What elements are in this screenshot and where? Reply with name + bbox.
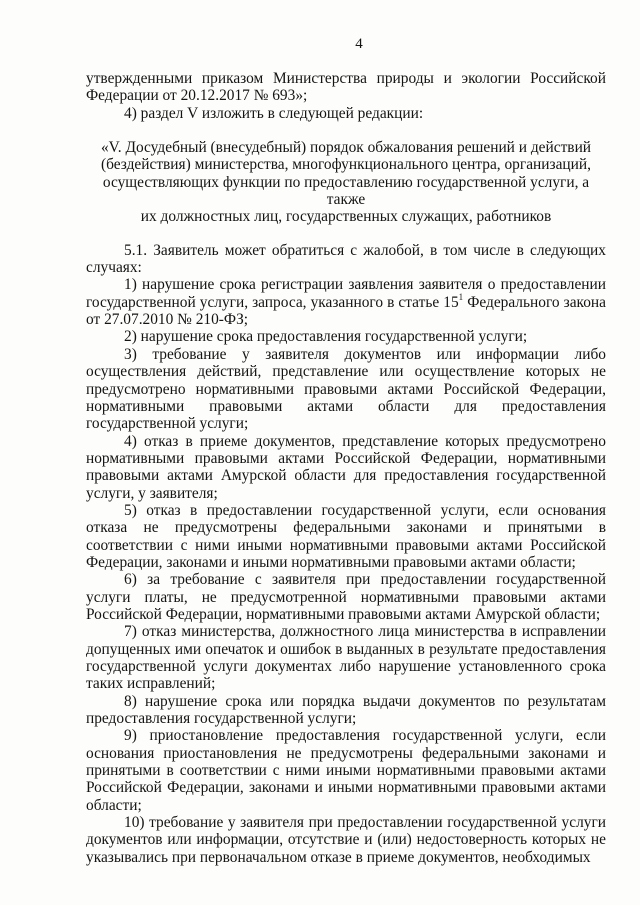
list-item: 10) требование у заявителя при предоставлении государственной услуги документов или информации, отсутствие и (или) недостоверность которых не указывались при первоначальном отказе в приеме документов, необходимых <box>86 814 606 866</box>
section-heading-line: осуществляющих функции по предоставлению государственной услуги, а также <box>102 173 590 209</box>
list-item <box>86 276 606 328</box>
amendment-item: 4) раздел V изложить в следующей редакции: <box>124 104 424 122</box>
list-item: 3) требование у заявителя документов или информации либо осуществления действий, представление или осуществление которых не предусмотрено нормативными правовыми актами Российской Федерации, нормативными правовыми актами области для предоставления государственной услуги; <box>86 345 606 433</box>
section-heading-line: их должностных лиц, государственных служащих, работников <box>140 208 552 226</box>
section-heading <box>86 139 606 226</box>
list-item: 2) нарушение срока предоставления государственной услуги; <box>124 328 528 346</box>
section-heading-line: (бездействия) министерства, многофункционального центра, организаций, <box>101 156 591 174</box>
list-item: 4) отказ в приеме документов, представление которых предусмотрено нормативными правовыми актами Российской Федерации, нормативными правовыми актами Амурской области для предоставления государственной услуги, у заявителя; <box>86 432 606 502</box>
list-item: 7) отказ министерства, должностного лица министерства в исправлении допущенных ими опечаток и ошибок в выданных в результате предоставления государственной услуги документах либо нарушение установленного срока таких исправлений; <box>86 623 606 693</box>
page-number: 4 <box>355 36 363 52</box>
list-item: 9) приостановление предоставления государственной услуги, если основания приостановления не предусмотрены федеральными законами и принятыми в соответствии с ними иными нормативными правовыми актами Российской Федерации, законами и иными нормативными правовыми актами области; <box>86 727 606 814</box>
clause-paragraph: 5.1. Заявитель может обратиться с жалобой, в том числе в следующих случаях: <box>86 241 606 277</box>
list-item: 8) нарушение срока или порядка выдачи документов по результатам предоставления государственной услуги; <box>86 692 606 728</box>
list-item: 6) за требование с заявителя при предоставлении государственной услуги платы, не предусмотренной нормативными правовыми актами Российской Федерации, нормативными правовыми актами Амурской области; <box>86 571 606 623</box>
section-heading-line: «V. Досудебный (внесудебный) порядок обжалования решений и действий <box>100 139 592 157</box>
list-item-text: 1) нарушение срока регистрации заявления заявителя о предоставлении государственной услуги, запроса, указанного в статье 15 <box>86 276 606 311</box>
superscript: 1 <box>458 291 464 302</box>
list-item-text: Федерального закона от 27.07.2010 № 210-ФЗ; <box>86 293 606 329</box>
intro-paragraph: утвержденными приказом Министерства природы и экологии Российской Федерации от 20.12.2017 № 693»; <box>86 70 606 105</box>
list-item: 5) отказ в предоставлении государственной услуги, если основания отказа не предусмотрены федеральными законами и принятыми в соответствии с ними иными нормативными правовыми актами Российской Федерации, законами и иными нормативными правовыми актами области; <box>86 501 606 571</box>
